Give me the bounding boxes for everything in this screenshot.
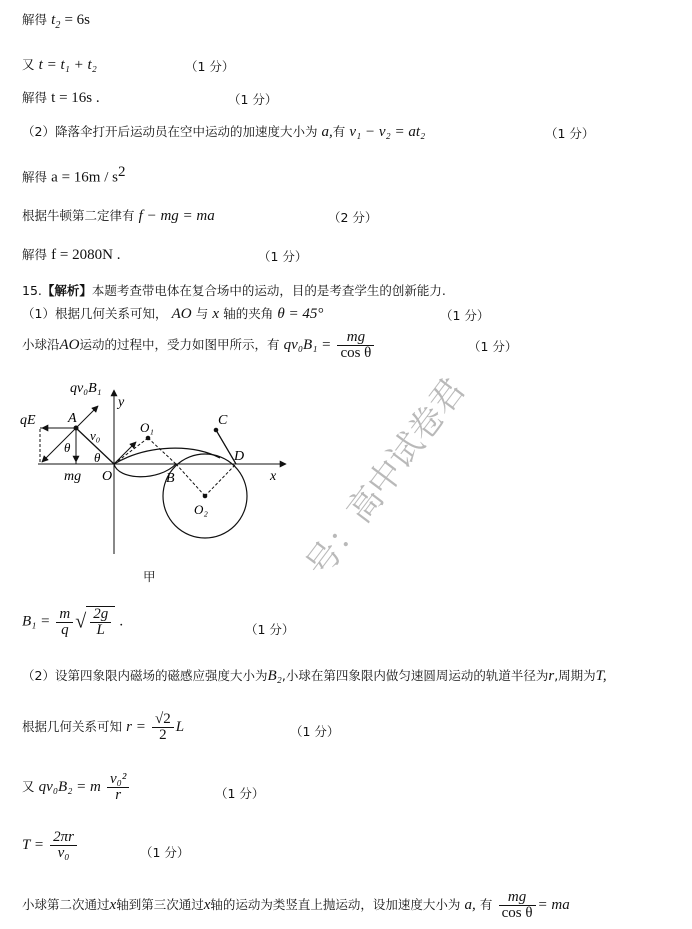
r-fraction: $\frac{√2}{2}$ (152, 712, 174, 743)
score: （1 分） (545, 126, 595, 141)
label-x: x (270, 469, 277, 484)
line-vertical-throw: 小球第二次通过x轴到第三次通过x轴的运动为类竖直上抛运动，设加速度大小为 a, 有 $\frac{mg}{\text{cos θ}}$ = ma (22, 889, 570, 921)
radius-O1 (114, 438, 148, 464)
path-C-D (216, 430, 236, 464)
last-fraction: $\frac{mg}{\text{cos θ}}$ (499, 890, 536, 921)
line-period: T = $\frac{2\pi r}{\text{v₀}}$ (22, 830, 79, 861)
radius-O1-B (148, 438, 176, 464)
label-C: C (218, 413, 228, 428)
t-val: t = 16s . (51, 90, 100, 106)
qvb-fraction: $\frac{\text{v₀²}}{r}$ (107, 772, 129, 803)
score: （1 分） (258, 249, 308, 264)
score: （1 分） (228, 92, 278, 107)
label-O1: O₁ (140, 420, 154, 435)
line-lorentz: 又 qv₀B₂ = m $\frac{\text{v₀²}}{r}$ (22, 772, 131, 803)
score: （1 分） (468, 339, 518, 354)
label-O2: O₂ (194, 502, 208, 517)
label-qv0B1: qv₀B₁ (70, 381, 102, 396)
force-qv0B1 (76, 406, 98, 428)
label-qE: qE (20, 413, 36, 428)
velocity-O (114, 442, 136, 464)
score: （1 分） (215, 786, 265, 801)
theta-eq: θ = 45° (277, 306, 324, 322)
t2-eq: = 6s (64, 12, 91, 28)
label-O: O (102, 469, 113, 484)
line-B1: B₁ = $\frac{m}{q}$ √ $\frac{2g}{L}$ . (22, 605, 124, 638)
line-f-val: 解得 f = 2080N . (22, 247, 121, 263)
label-A: A (68, 411, 77, 426)
score: （1 分） (245, 622, 295, 637)
radius-O2-D (205, 464, 236, 496)
line-force-balance: 小球沿AO运动的过程中，受力如图甲所示，有 qv₀B₁ = $\frac{mg}{\text{cos θ}}$ (22, 330, 376, 361)
line-a-val: 解得 $a = 16m / s^2$ (22, 164, 126, 186)
line-part1-angle: （1）根据几何关系可知， AO 与 x 轴的夹角 θ = 45° (22, 306, 324, 322)
sqrt: √ $\frac{2g}{L}$ (75, 606, 115, 638)
a-val: a = 16m / s (51, 169, 118, 186)
figure-jia (18, 372, 308, 572)
line-t-val: 解得 t = 16s . (22, 90, 100, 106)
label-theta-1: θ (64, 440, 71, 455)
label-v0: v₀ (90, 428, 101, 443)
line-t-sum: 又 t = t₁ + t₂ (22, 57, 97, 73)
score: （1 分） (440, 308, 490, 323)
T-fraction: $\frac{2\pi r}{\text{v₀}}$ (50, 830, 77, 861)
label-mg: mg (64, 469, 82, 484)
force-fraction: $\frac{mg}{\text{cos θ}}$ (337, 330, 374, 361)
line-newton: 根据牛顿第二定律有 f − mg = ma (22, 208, 215, 224)
question-15-header: 15.【解析】本题考查带电体在复合场中的运动，目的是考查学生的创新能力. (22, 283, 446, 298)
v-diff: v₁ − v₂ = at₂ (349, 124, 426, 140)
radius-B-O2 (176, 464, 205, 496)
label-D: D (234, 449, 245, 464)
line-part2-setup: （2）设第四象限内磁场的磁感应强度大小为B₂,小球在第四象限内做匀速圆周运动的轨道半径为r,周期为T, (22, 668, 607, 684)
point-A (74, 426, 79, 431)
line-radius: 根据几何关系可知 r = $\frac{√2}{2}$ L (22, 711, 185, 743)
score: （1 分） (290, 724, 340, 739)
t2-var: $t_2$ (51, 12, 61, 31)
label-B: B (166, 471, 175, 486)
watermark: 号：高中试卷君 (298, 370, 474, 585)
line-t2 (22, 10, 90, 31)
newton-eq: f − mg = ma (138, 208, 215, 224)
b1-fraction: $\frac{m}{q}$ (56, 607, 73, 638)
f-val: f = 2080N . (51, 247, 121, 263)
score: （1 分） (185, 59, 235, 74)
figure-caption: 甲 (143, 569, 156, 584)
score: （1 分） (140, 845, 190, 860)
resultant-diagonal (42, 428, 76, 462)
line-part2-accel: （2）降落伞打开后运动员在空中运动的加速度大小为 a,有 v₁ − v₂ = at₂ (22, 124, 426, 140)
t-sum: t = t₁ + t₂ (38, 57, 97, 73)
label-theta-2: θ (94, 450, 101, 465)
label-y: y (118, 395, 125, 410)
score: （2 分） (328, 210, 378, 225)
prefix: 解得 (22, 12, 48, 27)
